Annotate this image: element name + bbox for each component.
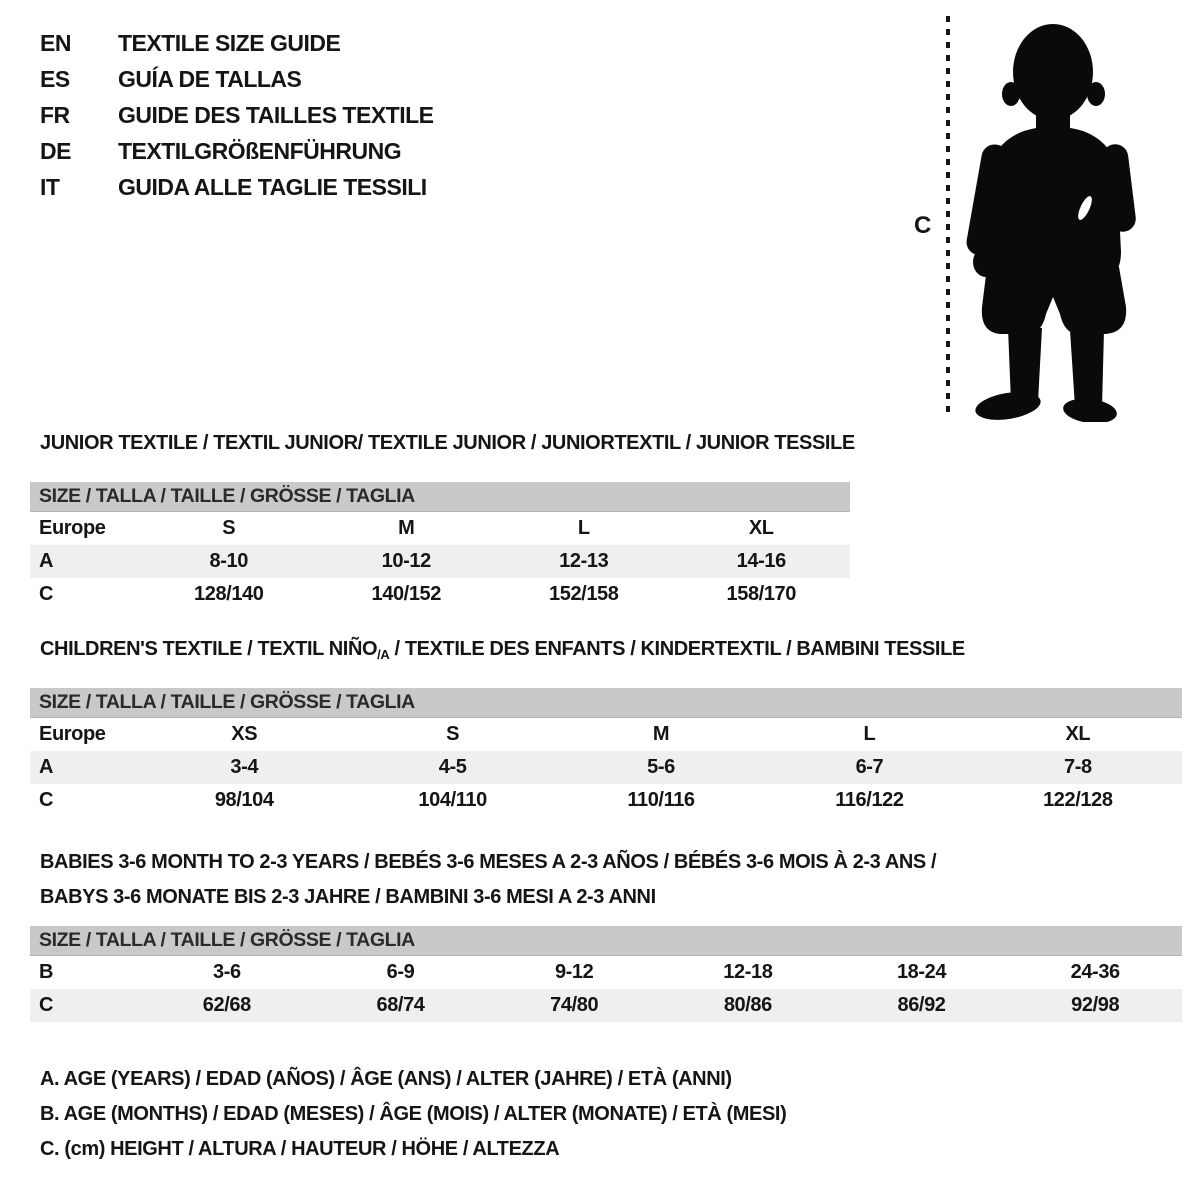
height-cell: 68/74	[376, 994, 425, 1016]
height-cell: 110/116	[627, 789, 695, 811]
guide-title-it: GUIDA ALLE TAGLIE TESSILI	[118, 173, 427, 200]
guide-title-es: GUÍA DE TALLAS	[118, 65, 302, 92]
age-cell: 3-4	[230, 756, 259, 778]
language-row	[40, 61, 434, 97]
children-title-text: CHILDREN'S TEXTILE / TEXTIL NIÑO	[40, 638, 378, 660]
height-cell: 86/92	[897, 994, 946, 1016]
height-cell: 92/98	[1071, 994, 1120, 1016]
height-cell: 104/110	[418, 789, 487, 811]
age-cell: 6-9	[386, 961, 415, 983]
guide-title-en: TEXTILE SIZE GUIDE	[118, 29, 341, 56]
size-header-bar: SIZE / TALLA / TAILLE / GRÖSSE / TAGLIA	[30, 926, 1182, 956]
language-row	[40, 25, 434, 61]
size-cell: XL	[1065, 723, 1091, 745]
children-table	[30, 688, 1182, 817]
table-row	[30, 989, 1182, 1022]
height-cell: 158/170	[726, 583, 796, 605]
language-code: ES	[40, 65, 70, 92]
row-label: A	[39, 756, 54, 778]
children-section-title	[40, 638, 965, 662]
table-row	[30, 751, 1182, 784]
table-row	[30, 956, 1182, 989]
legend-line-b: B. AGE (MONTHS) / EDAD (MESES) / ÂGE (MOIS) / ALTER (MONATE) / ETÀ (MESI)	[40, 1103, 787, 1125]
size-cell: S	[446, 723, 460, 745]
measure-c-label: C	[914, 212, 932, 239]
junior-section-title: JUNIOR TEXTILE / TEXTIL JUNIOR/ TEXTILE JUNIOR / JUNIORTEXTIL / JUNIOR TESSILE	[40, 432, 855, 454]
language-code: DE	[40, 137, 71, 164]
age-cell: 3-6	[212, 961, 241, 983]
size-cell: L	[577, 517, 590, 539]
row-label: Europe	[39, 517, 106, 539]
age-cell: 24-36	[1070, 961, 1120, 983]
height-cell: 116/122	[835, 789, 904, 811]
toddler-silhouette-icon	[956, 12, 1151, 422]
height-cell: 98/104	[214, 789, 274, 811]
height-cell: 152/158	[549, 583, 619, 605]
age-cell: 5-6	[647, 756, 675, 778]
children-title-sub: /A	[377, 647, 390, 662]
height-cell: 74/80	[550, 994, 599, 1016]
table-row	[30, 545, 850, 578]
age-cell: 10-12	[381, 550, 431, 572]
junior-table	[30, 482, 850, 611]
size-cell: XL	[748, 517, 774, 539]
legend-line-a: A. AGE (YEARS) / EDAD (AÑOS) / ÂGE (ANS) / ALTER (JAHRE) / ETÀ (ANNI)	[40, 1068, 732, 1090]
row-label: B	[39, 961, 54, 983]
row-label: C	[39, 789, 54, 811]
age-cell: 9-12	[554, 961, 594, 983]
language-row	[40, 133, 434, 169]
row-label: C	[39, 994, 54, 1016]
babies-title-line2: BABYS 3-6 MONATE BIS 2-3 JAHRE / BAMBINI 3-6 MESI A 2-3 ANNI	[40, 886, 656, 908]
age-cell: 18-24	[896, 961, 947, 983]
table-row	[30, 718, 1182, 751]
table-row	[30, 512, 850, 545]
babies-title-line1: BABIES 3-6 MONTH TO 2-3 YEARS / BEBÉS 3-6 MESES A 2-3 AÑOS / BÉBÉS 3-6 MOIS À 2-3 ANS /	[40, 851, 937, 873]
age-cell: 6-7	[855, 756, 884, 778]
legend-line-c: C. (cm) HEIGHT / ALTURA / HAUTEUR / HÖHE / ALTEZZA	[40, 1138, 560, 1160]
height-cell: 80/86	[723, 994, 772, 1016]
children-title-text: / TEXTILE DES ENFANTS / KINDERTEXTIL / BAMBINI TESSILE	[389, 638, 965, 660]
language-code: IT	[40, 173, 60, 200]
height-cell: 128/140	[194, 583, 264, 605]
size-header-bar: SIZE / TALLA / TAILLE / GRÖSSE / TAGLIA	[30, 482, 850, 512]
babies-section-title	[40, 845, 936, 915]
height-cell: 140/152	[371, 583, 441, 605]
language-row	[40, 169, 434, 205]
age-cell: 14-16	[736, 550, 786, 572]
row-label: Europe	[39, 723, 106, 745]
language-row	[40, 97, 434, 133]
age-cell: 7-8	[1063, 756, 1092, 778]
guide-title-fr: GUIDE DES TAILLES TEXTILE	[118, 101, 434, 128]
row-label: C	[39, 583, 54, 605]
language-code: EN	[40, 29, 71, 56]
height-measure-dashed-line	[946, 16, 950, 416]
height-cell: 122/128	[1043, 789, 1113, 811]
babies-table	[30, 926, 1182, 1022]
table-row	[30, 578, 850, 611]
size-cell: L	[863, 723, 876, 745]
table-row	[30, 784, 1182, 817]
size-cell: M	[398, 517, 415, 539]
size-cell: S	[222, 517, 236, 539]
size-cell: XS	[231, 723, 258, 745]
guide-title-de: TEXTILGRÖßENFÜHRUNG	[118, 137, 402, 164]
language-code: FR	[40, 101, 70, 128]
age-cell: 12-13	[559, 550, 609, 572]
language-title-block	[40, 25, 434, 205]
age-cell: 8-10	[209, 550, 248, 572]
size-header-bar: SIZE / TALLA / TAILLE / GRÖSSE / TAGLIA	[30, 688, 1182, 718]
size-cell: M	[652, 723, 670, 745]
age-cell: 12-18	[723, 961, 773, 983]
age-cell: 4-5	[438, 756, 467, 778]
legend-block	[40, 1062, 786, 1167]
row-label: A	[39, 550, 54, 572]
height-cell: 62/68	[202, 994, 251, 1016]
